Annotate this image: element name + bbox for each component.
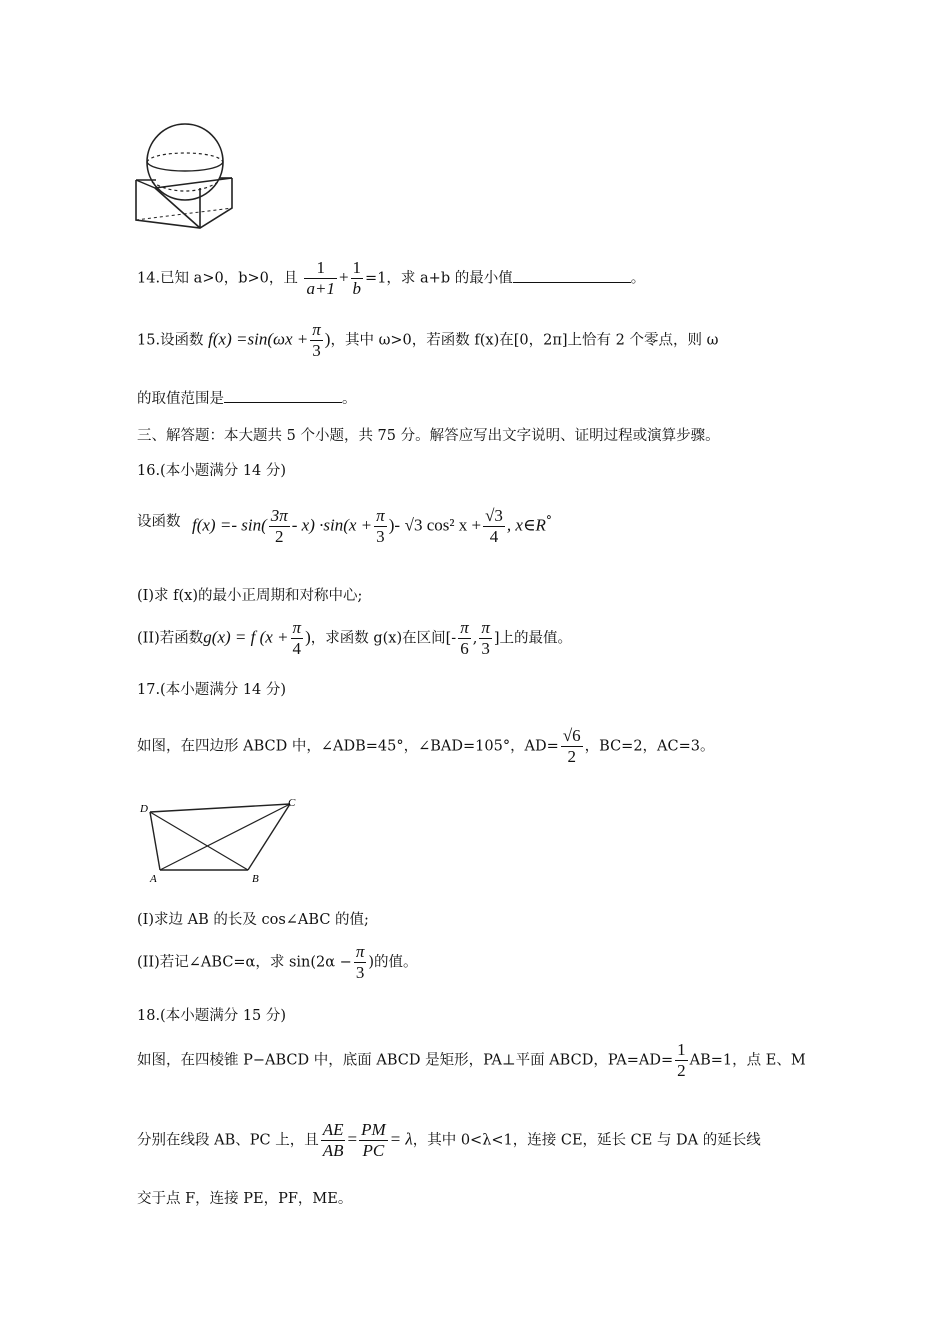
q17-part-2: (II)若记∠ABC=α，求 sin(2α − $\frac{\pi}{3}$ )的值。: [137, 942, 418, 982]
q14-answer-blank[interactable]: [513, 268, 631, 283]
q15-answer-blank[interactable]: [224, 388, 342, 403]
q18-line-1: 如图，在四棱锥 P−ABCD 中，底面 ABCD 是矩形，PA⊥平面 ABCD，PA=AD= $\frac{1}{2}$ AB=1，点 E、M: [137, 1040, 806, 1080]
question-15-line2: 的取值范围是 。: [137, 387, 357, 408]
q15-fraction: $\frac{\pi}{3}$: [312, 320, 321, 360]
q15-prefix: 15.设函数: [137, 332, 204, 349]
q18-line-3: 交于点 F，连接 PE，PF，ME。: [137, 1191, 353, 1207]
question-15: 15.设函数 f(x) =sin(ωx + $\frac{\pi}{3}$ )，其中 ω>0，若函数 f(x)在[0，2π]上恰有 2 个零点，则 ω: [137, 320, 719, 360]
q17-statement: 如图，在四边形 ABCD 中，∠ADB=45°，∠BAD=105°，AD= $\frac{√6}{2}$ ，BC=2，AC=3。: [137, 726, 715, 766]
q16-lead: 设函数: [137, 514, 181, 530]
q14-fraction-1: $\frac{1}{a+1}$: [306, 258, 335, 298]
sphere-prism-figure: [130, 120, 250, 235]
vertex-label-a: A: [150, 873, 157, 885]
quadrilateral-figure: [136, 798, 306, 886]
question-14: 14.已知 a>0，b>0，且 $\frac{1}{a+1}$ + $\frac{1}{b}$ =1，求 a+b 的最小值 。: [137, 258, 646, 298]
q16-part-1: (I)求 f(x)的最小正周期和对称中心;: [137, 588, 363, 604]
q18-line-2: 分别在线段 AB、PC 上，且 $\frac{AE}{AB}$ = $\frac{PM}{PC}$ = λ，其中 0<λ<1，连接 CE，延长 CE 与 DA 的延长线: [137, 1120, 761, 1160]
q16-part-2: (II)若函数g(x) = f (x + $\frac{\pi}{4}$ )，求函数 g(x)在区间[- $\frac{\pi}{6}$ , $\frac{\pi}{3}$ ]上的最值。: [137, 618, 573, 658]
q14-fraction-2: $\frac{1}{b}$: [352, 258, 362, 298]
section-3-heading: 三、解答题：本大题共 5 个小题，共 75 分。解答应写出文字说明、证明过程或演算步骤。: [137, 428, 720, 444]
vertex-label-d: D: [140, 803, 148, 815]
q18-header: 18.(本小题满分 15 分): [137, 1008, 287, 1024]
q17-part-1: (I)求边 AB 的长及 cos∠ABC 的值;: [137, 912, 369, 928]
q15-function: f(x) =sin(ωx +: [208, 329, 309, 349]
q15-text: ，其中 ω>0，若函数 f(x)在[0，2π]上恰有 2 个零点，则 ω: [330, 332, 719, 349]
vertex-label-c: C: [288, 797, 296, 809]
q16-formula: f(x) =- sin( $\frac{3\pi}{2}$ - x) ·sin(x + $\frac{\pi}{3}$ )- √3 cos² x + $\frac{√3}{4}$ , x∈R°: [192, 506, 552, 546]
q14-text: =1，求 a+b 的最小值: [365, 270, 513, 287]
q14-prefix: 14.已知 a>0，b>0，且: [137, 270, 298, 287]
q17-header: 17.(本小题满分 14 分): [137, 682, 287, 698]
vertex-label-b: B: [252, 873, 259, 885]
q16-header: 16.(本小题满分 14 分): [137, 463, 287, 479]
